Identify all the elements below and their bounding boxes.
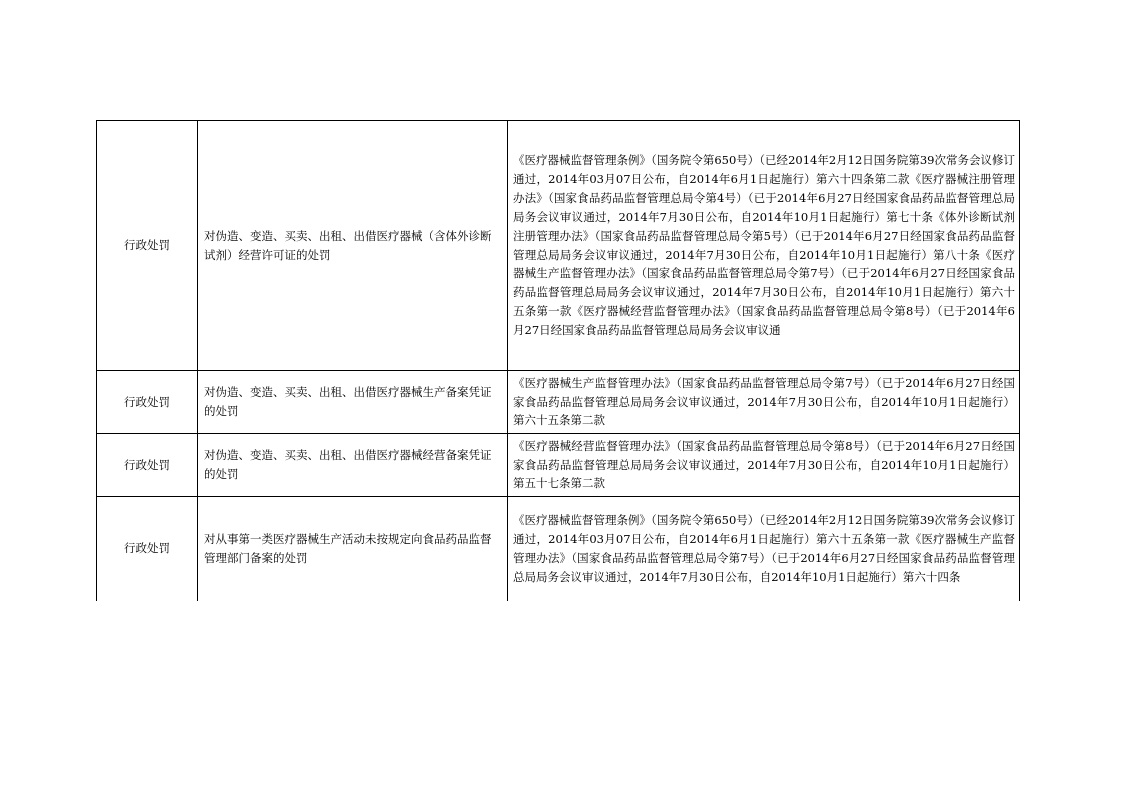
table-row [97,434,1020,497]
legal-basis-cell: 《医疗器械生产监督管理办法》（国家食品药品监督管理总局令第7号）（已于2014年6月27日经国家食品药品监督管理总局局务会议审议通过，2014年7月30日公布，自2014年10月1日起施行）第六十五条第二款 [508,371,1020,434]
category-cell: 行政处罚 [97,121,198,371]
penalty-item-cell: 对伪造、变造、买卖、出租、出借医疗器械经营备案凭证的处罚 [198,434,508,497]
penalty-item-cell: 对伪造、变造、买卖、出租、出借医疗器械生产备案凭证的处罚 [198,371,508,434]
table-row [97,371,1020,434]
legal-basis-cell: 《医疗器械监督管理条例》（国务院令第650号）（已经2014年2月12日国务院第39次常务会议修订通过，2014年03月07日公布，自2014年6月1日起施行）第六十五条第一款《医疗器械生产监督管理办法》（国家食品药品监督管理总局令第7号）（已于2014年6月27日经国家食品药品监督管理总局局务会议审议通过，2014年7月30日公布，自2014年10月1日起施行）第六十四条 [508,497,1020,601]
table-row [97,121,1020,371]
penalty-item-cell: 对从事第一类医疗器械生产活动未按规定向食品药品监督管理部门备案的处罚 [198,497,508,601]
legal-basis-cell: 《医疗器械经营监督管理办法》（国家食品药品监督管理总局令第8号）（已于2014年6月27日经国家食品药品监督管理总局局务会议审议通过，2014年7月30日公布，自2014年10月1日起施行）第五十七条第二款 [508,434,1020,497]
penalty-basis-table [96,120,1020,601]
table-row [97,497,1020,601]
legal-basis-cell: 《医疗器械监督管理条例》（国务院令第650号）（已经2014年2月12日国务院第39次常务会议修订通过，2014年03月07日公布，自2014年6月1日起施行）第六十四条第二款《医疗器械注册管理办法》（国家食品药品监督管理总局令第4号）（已于2014年6月27日经国家食品药品监督管理总局局务会议审议通过，2014年7月30日公布，自2014年10月1日起施行）第七十条《体外诊断试剂注册管理办法》（国家食品药品监督管理总局令第5号）（已于2014年6月27日经国家食品药品监督管理总局局务会议审议通过，2014年7月30日公布，自2014年10月1日起施行）第八十条《医疗器械生产监督管理办法》（国家食品药品监督管理总局令第7号）（已于2014年6月27日经国家食品药品监督管理总局局务会议审议通过，2014年7月30日公布，自2014年10月1日起施行）第六十五条第一款《医疗器械经营监督管理办法》（国家食品药品监督管理总局令第8号）（已于2014年6月27日经国家食品药品监督管理总局局务会议审议通 [508,121,1020,371]
category-cell: 行政处罚 [97,371,198,434]
category-cell: 行政处罚 [97,497,198,601]
category-cell: 行政处罚 [97,434,198,497]
penalty-item-cell: 对伪造、变造、买卖、出租、出借医疗器械（含体外诊断试剂）经营许可证的处罚 [198,121,508,371]
